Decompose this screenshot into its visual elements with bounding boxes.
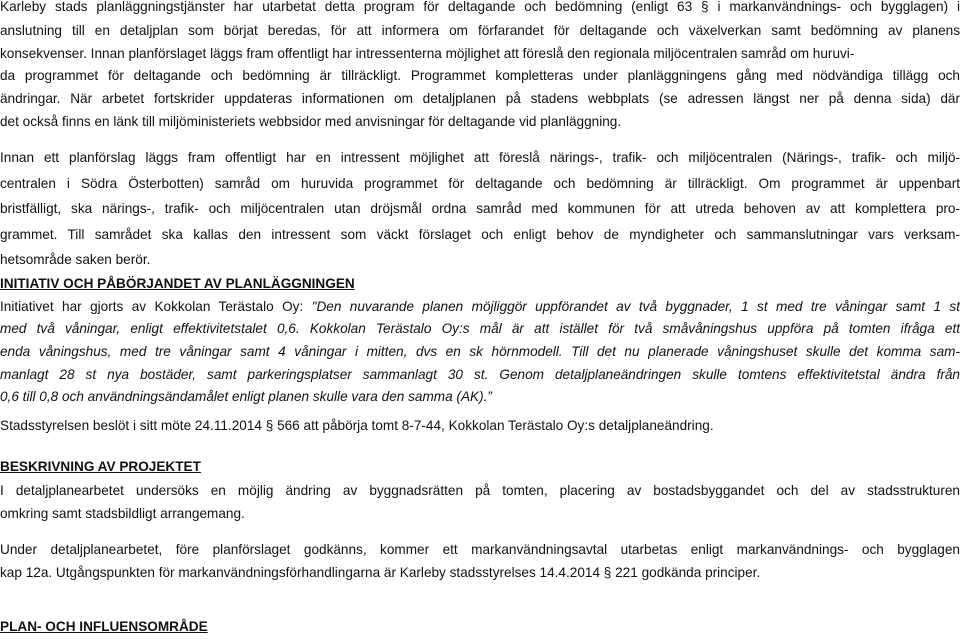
para1-line-3: konsekvenser. Innan planförslaget läggs fram offentligt har intressenterna möjlighet att föreslå den regionala miljöcentralen samråd om huruvi- [0, 46, 855, 61]
under-line-1: Under detaljplanearbetet, före planförslaget godkänns, kommer ett markanvändningsavtal utarbetas enligt markanvändnings- och bygglagen [0, 542, 960, 557]
initiativ-quote-line-4: manlagt 28 st nya bostäder, samt parkeringsplatser sammanlagt 30 st. Genom detaljplaneändringen skulle tomtens effektivitetstal ändra från [0, 367, 960, 382]
heading-initiativ: INITIATIV OCH PÅBÖRJANDET AV PLANLÄGGNINGEN [0, 276, 355, 291]
initiativ-intro: Initiativet har gjorts av Kokkolan Terästalo Oy: [0, 299, 312, 314]
beslut-text: Stadsstyrelsen beslöt i sitt möte 24.11.2014 § 566 att påbörja tomt 8-7-44, Kokkolan Terästalo Oy:s detaljplaneändring. [0, 418, 714, 433]
under-line-2: kap 12a. Utgångspunkten för markanvändningsförhandlingarna är Karleby stadsstyrelses 14.4.2014 § 221 godkända principer. [0, 565, 761, 580]
para1-line-4: da programmet för deltagande och bedömning är tillräckligt. Programmet kompletteras under planläggningens gång med nödvändiga tillägg och [0, 68, 960, 83]
initiativ-quote-line-1: "Den nuvarande planen möjliggör uppförandet av två byggnader, 1 st med tre våningar samt 1 st [311, 299, 960, 314]
heading-plan: PLAN- OCH INFLUENSOMRÅDE [0, 619, 208, 634]
beskrivning-line-1: I detaljplanearbetet undersöks en möjlig ändring av byggnadsrätten på tomten, placering av bostadsbyggandet och del av stadsstrukturen [0, 483, 960, 498]
heading-beskrivning: BESKRIVNING AV PROJEKTET [0, 459, 201, 474]
para2-line-1: Innan ett planförslag läggs fram offentligt har en intressent möjlighet att föreslå närings-, trafik- och miljöcentralen (Närings-, trafik- och miljö- [0, 150, 960, 165]
initiativ-quote-line-5: 0,6 till 0,8 och användningsändamålet enligt planen skulle vara den samma (AK).” [0, 389, 492, 404]
para2-line-2: centralen i Södra Österbotten) samråd om huruvida programmet för deltagande och bedömning är tillräckligt. Om programmet är uppenbart [0, 176, 960, 191]
para2-line-4: grammet. Till samrådet ska kallas den intressent som väckt förslaget och enligt behov de myndigheter och sammanslutningar vars verksam- [0, 227, 960, 242]
para1-line-5: ändringar. När arbetet fortskrider uppdateras informationen om detaljplanen på stadens webbplats (se adressen längst ner på denna sida) där [0, 91, 960, 106]
initiativ-quote-line-3: enda våningshus, med tre våningar samt 4 våningar i mitten, dvs en sk hörnmodell. Till det nu planerade våningshuset skulle det komma sam- [0, 344, 960, 359]
para1-line-1: Karleby stads planläggningstjänster har utarbetat detta program för deltagande och bedömning (enligt 63 § i markanvändnings- och bygglagen) i [0, 0, 960, 14]
para1-line-2: anslutning till en detaljplan som börjat beredas, för att informera om förfarandet för deltagande och växelverkan samt bedömning av planens [0, 23, 960, 38]
para2-line-3: bristfälligt, ska närings-, trafik- och miljöcentralen utan dröjsmål ordna samråd med kommunen för att utreda behoven av att komplettera pro- [0, 201, 960, 216]
para2-line-5: hetsområde saken berör. [0, 252, 151, 267]
para1-line-6: det också finns en länk till miljöministeriets webbsidor med anvisningar för deltagande vid planläggning. [0, 114, 622, 129]
beskrivning-line-2: omkring samt stadsbildligt arrangemang. [0, 506, 245, 521]
initiativ-quote-line-2: med två våningar, enligt effektivitetstalet 0,6. Kokkolan Terästalo Oy:s mål är att istället för två småvåningshus uppföra på tomten ifråga ett [0, 321, 960, 336]
